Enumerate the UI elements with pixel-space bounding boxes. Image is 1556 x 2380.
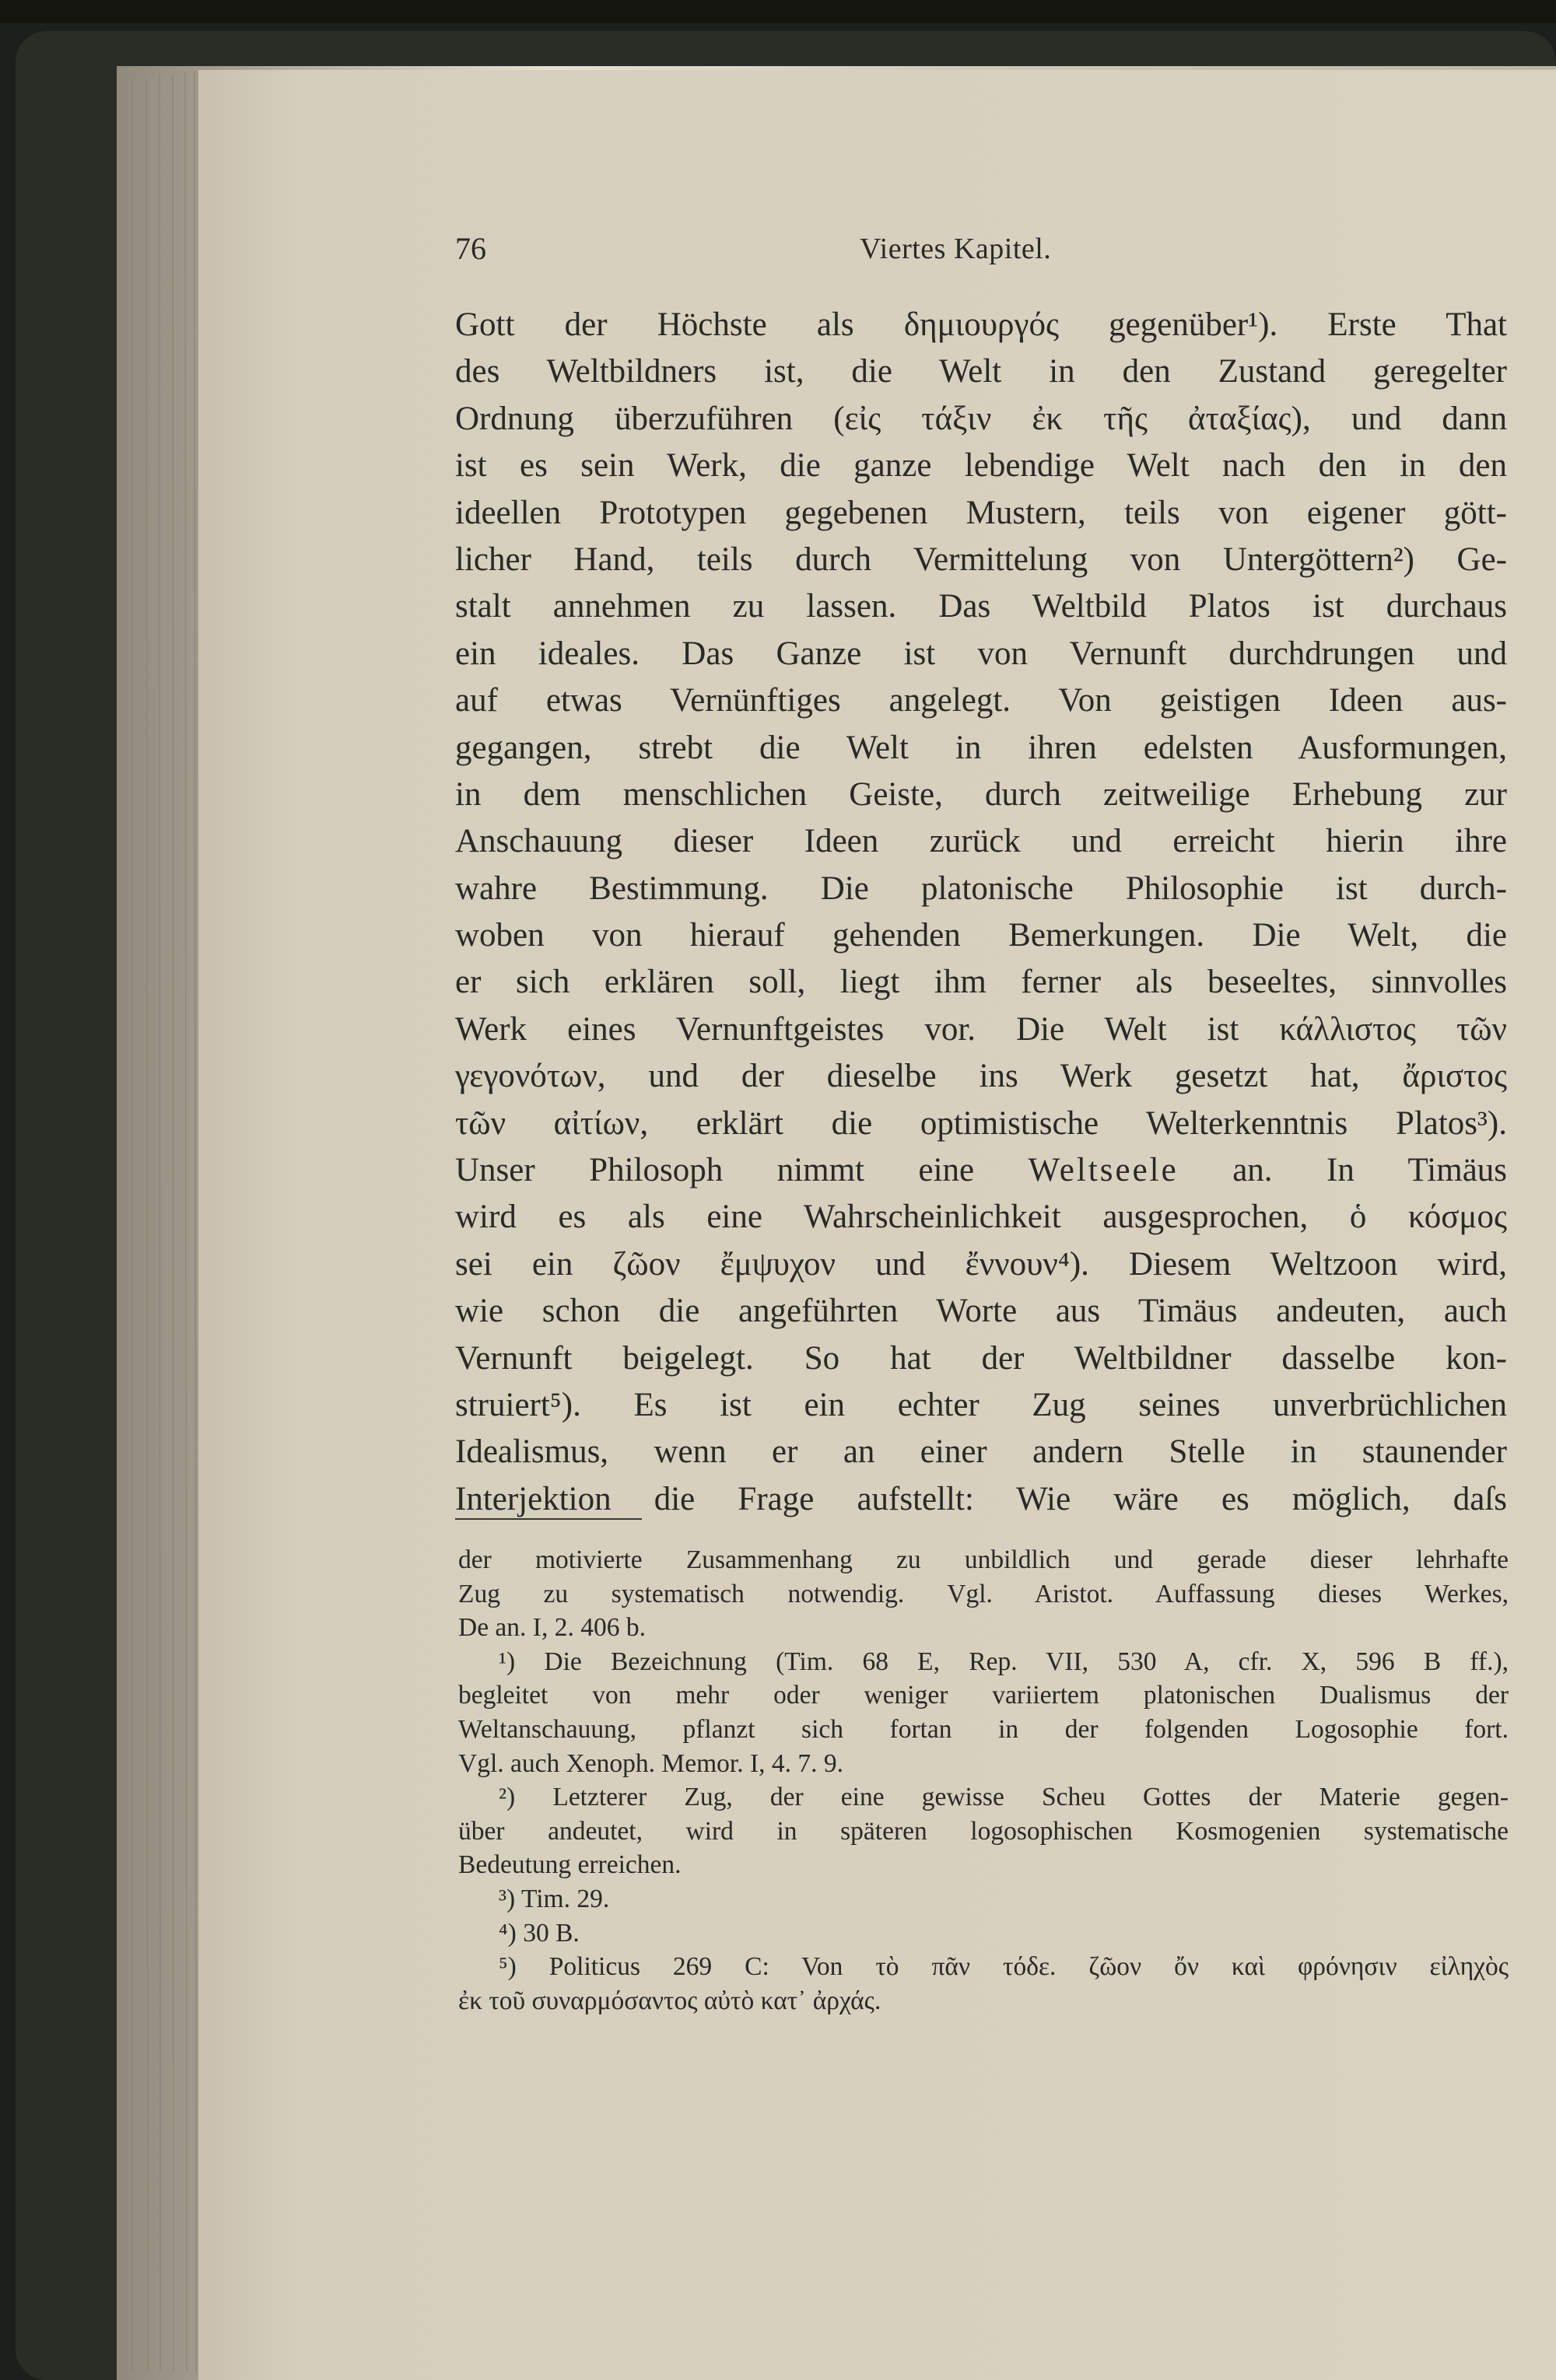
footnote-line: Bedeutung erreichen. [458,1850,682,1880]
footnote-1: ¹) Die Bezeichnung (Tim. 68 E, Rep. VII, 530 A, cfr. X, 596 B ff.), [499,1647,1509,1676]
text-line: stalt annehmen zu lassen. Das Weltbild Platos ist durchaus [455,588,1507,625]
text-line: licher Hand, teils durch Vermittelung von Untergöttern²) Ge- [455,541,1507,578]
text-fragment: Unser Philosoph nimmt eine [455,1152,975,1189]
text-line: sei ein ζῶον ἔμψυχον und ἔννουν⁴). Diesem Weltzoon wird, [455,1245,1507,1283]
text-line-weltseele [455,1147,1507,1194]
text-line: woben von hierauf gehenden Bemerkungen. Die Welt, die [455,917,1507,954]
text-line: des Weltbildners ist, die Welt in den Zustand geregelter [455,353,1507,390]
footnote-separator [455,1518,642,1520]
spaced-emphasis-word: Weltseele [1028,1152,1179,1189]
text-line: wie schon die angeführten Worte aus Timäus andeuten, auch [455,1293,1507,1330]
footnote-line: Zug zu systematisch notwendig. Vgl. Aristot. Auffassung dieses Werkes, [458,1579,1509,1608]
running-title: Viertes Kapitel. [860,233,1052,265]
footnotes [458,1543,1509,2018]
footnote-line: begleitet von mehr oder weniger variiertem platonischen Dualismus der [458,1681,1509,1710]
footnote-5: ⁵) Politicus 269 C: Von τὸ πᾶν τόδε. ζῶον ὄν καὶ φρόνησιν εἰληχὸς [499,1952,1509,1982]
footnote-line: über andeutet, wird in späteren logosophischen Kosmogenien systematische [458,1816,1509,1846]
text-line: Gott der Höchste als δημιουργός gegenüber¹). Erste That [455,306,1507,343]
footnote-line: De an. I, 2. 406 b. [458,1613,646,1643]
text-line: Anschauung dieser Ideen zurück und erreicht hierin ihre [455,823,1507,860]
text-line: wird es als eine Wahrscheinlichkeit ausgesprochen, ὁ κόσμος [455,1199,1507,1236]
text-line: in dem menschlichen Geiste, durch zeitweilige Erhebung zur [455,775,1507,813]
text-line: Werk eines Vernunftgeistes vor. Die Welt ist κάλλιστος τῶν [455,1010,1507,1048]
text-line: Idealismus, wenn er an einer andern Stelle in staunender [455,1433,1507,1471]
text-line: ein ideales. Das Ganze ist von Vernunft durchdrungen und [455,635,1507,672]
text-line: Interjektion die Frage aufstellt: Wie wäre es möglich, daſs [455,1480,1507,1517]
footnote-4: ⁴) 30 B. [499,1918,580,1948]
text-line: struiert⁵). Es ist ein echter Zug seines unverbrüchlichen [455,1386,1507,1423]
text-line: Ordnung überzuführen (εἰς τάξιν ἐκ τῆς ἀταξίας), und dann [455,400,1507,437]
text-line: ist es sein Werk, die ganze lebendige Welt nach den in den [455,447,1507,485]
footnote-line: Weltanschauung, pflanzt sich fortan in der folgenden Logosophie fort. [458,1714,1509,1744]
footnote-line: Vgl. auch Xenoph. Memor. I, 4. 7. 9. [458,1748,843,1778]
text-line: ideellen Prototypen gegebenen Mustern, teils von eigener gött- [455,494,1507,531]
main-text [455,302,1507,1523]
page-header [455,230,1533,277]
page-number: 76 [455,231,486,266]
text-line: wahre Bestimmung. Die platonische Philosophie ist durch- [455,870,1507,907]
footnote-line: ἐκ τοῦ συναρμόσαντος αὐτὸ κατ᾽ ἀρχάς. [458,1986,881,2015]
footnote-2: ²) Letzterer Zug, der eine gewisse Scheu Gottes der Materie gegen- [499,1783,1509,1812]
footnote-line: der motivierte Zusammenhang zu unbildlich und gerade dieser lehrhafte [458,1545,1509,1574]
footnote-3: ³) Tim. 29. [499,1884,610,1913]
text-line: gegangen, strebt die Welt in ihren edelsten Ausformungen, [455,729,1507,766]
text-line: τῶν αἰτίων, erklärt die optimistische Welterkenntnis Platos³). [455,1104,1507,1142]
text-line: Vernunft beigelegt. So hat der Weltbildner dasselbe kon- [455,1339,1507,1377]
text-line: er sich erklären soll, liegt ihm ferner als beseeltes, sinnvolles [455,964,1507,1001]
text-line: γεγονότων, und der dieselbe ins Werk gesetzt hat, ἄριστος [455,1058,1507,1095]
text-fragment: an. In Timäus [1232,1152,1508,1189]
text-line: auf etwas Vernünftiges angelegt. Von geistigen Ideen aus- [455,682,1507,719]
